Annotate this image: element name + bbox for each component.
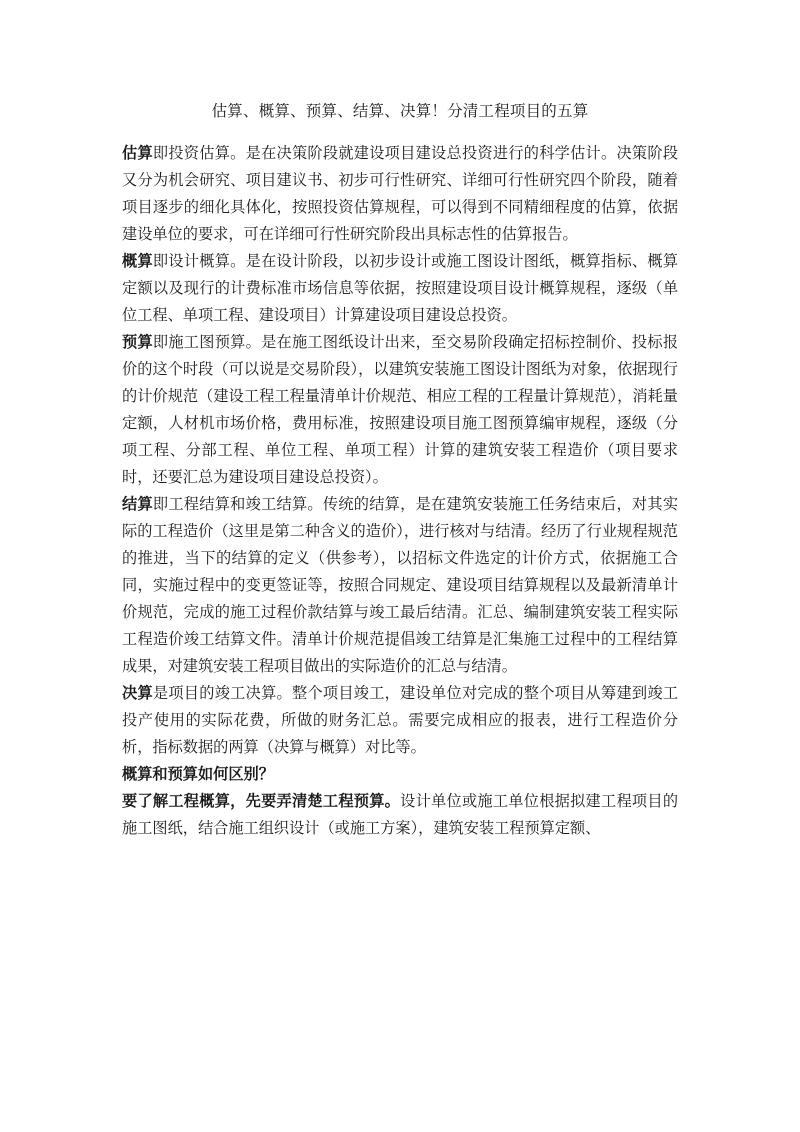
paragraph-settlement-text: 即工程结算和竣工结算。传统的结算，是在建筑安装施工任务结束后，对其实际的工程造价（这里是第二种含义的造价），进行核对与结清。经历了行业规程规范的推进，当下的结算的定义（供参考），以招标文件选定的计价方式，依据施工合同，实施过程中的变更签证等，按照合同规定、建设项目结算规程以及最新清单计价规范，完成的施工过程价款结算与竣工最后结清。汇总、编制建筑安装工程实际工程造价竣工结算文件。清单计价规范提倡竣工结算是汇集施工过程中的工程结算成果，对建筑安装工程项目做出的实际造价的汇总与结清。: [122, 495, 679, 675]
term-settlement: 结算: [122, 495, 153, 513]
paragraph-difference: [122, 788, 678, 842]
term-estimate: 估算: [122, 144, 153, 162]
paragraph-budget-estimate: [122, 248, 678, 329]
paragraph-settlement: [122, 491, 678, 680]
term-budget: 预算: [122, 333, 153, 351]
document-title: 估算、概算、预算、结算、决算！分清工程项目的五算: [211, 102, 589, 120]
paragraph-estimate-text: 即投资估算。是在决策阶段就建设项目建设总投资进行的科学估计。决策阶段又分为机会研究、项目建议书、初步可行性研究、详细可行性研究四个阶段，随着项目逐步的细化具体化，按照投资估算规程，可以得到不同精细程度的估算，依据建设单位的要求，可在详细可行性研究阶段出具标志性的估算报告。: [122, 144, 679, 243]
paragraph-final-accounts-text: 是项目的竣工决算。整个项目竣工，建设单位对完成的整个项目从筹建到竣工投产使用的实际花费，所做的财务汇总。需要完成相应的报表，进行工程造价分析，指标数据的两算（决算与概算）对比等。: [122, 684, 679, 756]
term-final-accounts: 决算: [122, 684, 153, 702]
paragraph-budget: [122, 329, 678, 491]
document-page: [122, 100, 678, 842]
paragraph-budget-estimate-text: 即设计概算。是在设计阶段，以初步设计或施工图设计图纸，概算指标、概算定额以及现行的计费标准市场信息等依据，按照建设项目设计概算规程，逐级（单位工程、单项工程、建设项目）计算建设项目建设总投资。: [122, 252, 679, 324]
difference-lead: 要了解工程概算，先要弄清楚工程预算。: [122, 792, 401, 810]
paragraph-estimate: [122, 140, 678, 248]
paragraph-final-accounts: [122, 680, 678, 761]
paragraph-budget-text: 即施工图预算。是在施工图纸设计出来，至交易阶段确定招标控制价、投标报价的这个时段（可以说是交易阶段），以建筑安装施工图设计图纸为对象，依据现行的计价规范（建设工程工程量清单计价规范、相应工程的工程量计算规范），消耗量定额，人材机市场价格，费用标准，按照建设项目施工图预算编审规程，逐级（分项工程、分部工程、单位工程、单项工程）计算的建筑安装工程造价（项目要求时，还要汇总为建设项目建设总投资）。: [122, 333, 679, 486]
section-subheading: 概算和预算如何区别？: [122, 765, 274, 783]
paragraph-difference-text: 设计单位或施工单位根据拟建工程项目的施工图纸，结合施工组织设计（或施工方案），建筑安装工程预算定额、: [122, 792, 679, 837]
term-budget-estimate: 概算: [122, 252, 153, 270]
